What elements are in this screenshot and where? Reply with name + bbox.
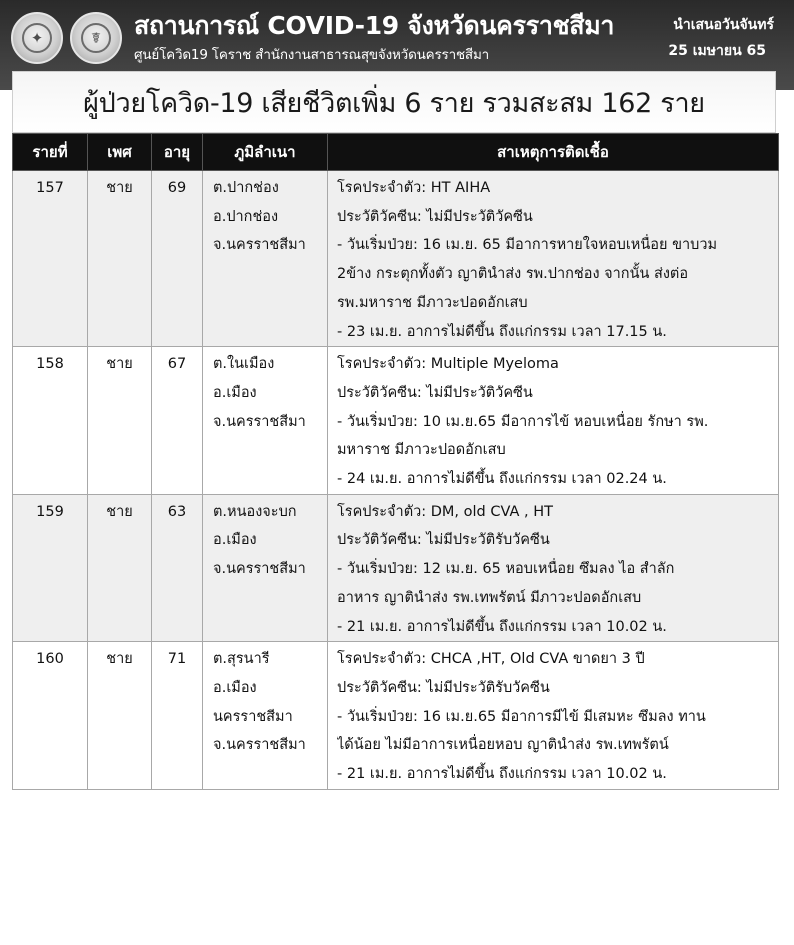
case-number: 160 [13, 642, 88, 790]
hometown-line: ต.หนองจะบก [213, 503, 297, 520]
hometown-line: ต.ในเมือง [213, 356, 275, 373]
cause-line: ประวัติวัคซีน: ไม่มีประวัติรับวัคซีน [337, 532, 550, 549]
cause-line: - วันเริ่มป่วย: 10 เม.ย.65 มีอาการไข้ หอบเหนื่อย รักษา รพ. [337, 413, 709, 430]
presented-label: นำเสนอวันจันทร์ [673, 17, 774, 33]
sex-cell: ชาย [88, 642, 152, 790]
hometown-cell [203, 494, 328, 642]
column-header-sex: เพศ [88, 134, 152, 171]
column-header-age: อายุ [152, 134, 203, 171]
sex-cell: ชาย [88, 171, 152, 347]
table-row [13, 171, 779, 347]
column-header-hometown: ภูมิลำเนา [203, 134, 328, 171]
hometown-line: นครราชสีมา [213, 708, 293, 725]
case-number: 157 [13, 171, 88, 347]
cause-line: ประวัติวัคซีน: ไม่มีประวัติวัคซีน [337, 384, 533, 401]
headline-text: ผู้ป่วยโควิด-19 เสียชีวิตเพิ่ม 6 ราย รวมสะสม 162 ราย [83, 87, 705, 119]
deaths-table [12, 133, 779, 790]
hometown-line: อ.ปากช่อง [213, 208, 279, 225]
page-title: สถานการณ์ COVID-19 จังหวัดนครราชสีมา [134, 11, 615, 40]
hometown-line: จ.นครราชสีมา [213, 237, 306, 254]
cause-line: ได้น้อย ไม่มีอาการเหนื่อยหอบ ญาตินำส่ง รพ.เทพรัตน์ [337, 737, 669, 754]
cause-line: โรคประจำตัว: Multiple Myeloma [337, 356, 559, 373]
table-row [13, 347, 779, 495]
hometown-cell [203, 171, 328, 347]
cause-line: - วันเริ่มป่วย: 16 เม.ย.65 มีอาการมีไข้ มีเสมหะ ซึมลง ทาน [337, 708, 706, 725]
hometown-line: จ.นครราชสีมา [213, 561, 306, 578]
cause-line: - วันเริ่มป่วย: 16 เม.ย. 65 มีอาการหายใจหอบเหนื่อย ขาบวม [337, 237, 718, 254]
hometown-line: อ.เมือง [213, 384, 257, 401]
hometown-cell [203, 642, 328, 790]
hometown-line: อ.เมือง [213, 679, 257, 696]
ministry-of-public-health-logo-icon: ☤ [70, 12, 122, 64]
table-row [13, 642, 779, 790]
cause-line: 2ข้าง กระตุกทั้งตัว ญาตินำส่ง รพ.ปากช่อง จากนั้น ส่งต่อ [337, 266, 689, 283]
headline-banner [12, 71, 776, 133]
hometown-line: อ.เมือง [213, 532, 257, 549]
cause-line: - 21 เม.ย. อาการไม่ดีขึ้น ถึงแก่กรรม เวลา 10.02 น. [337, 766, 667, 783]
column-header-case-no: รายที่ [13, 134, 88, 171]
table-header-row [13, 134, 779, 171]
hometown-line: จ.นครราชสีมา [213, 737, 306, 754]
cause-cell [328, 171, 779, 347]
hometown-line: ต.ปากช่อง [213, 180, 279, 196]
seal-logo-icon: ✦ [11, 12, 63, 64]
age-cell: 69 [152, 171, 203, 347]
cause-line: - วันเริ่มป่วย: 12 เม.ย. 65 หอบเหนื่อย ซึมลง ไอ สำลัก [337, 561, 675, 578]
case-number: 159 [13, 494, 88, 642]
cause-line: รพ.มหาราช มีภาวะปอดอักเสบ [337, 294, 528, 311]
table-row [13, 494, 779, 642]
page-subtitle: ศูนย์โควิด19 โคราช สำนักงานสาธารณสุขจังหวัดนครราชสีมา [134, 47, 490, 63]
hometown-cell [203, 347, 328, 495]
age-cell: 63 [152, 494, 203, 642]
hometown-line: ต.สุรนารี [213, 651, 270, 668]
cause-cell [328, 642, 779, 790]
cause-cell [328, 494, 779, 642]
cause-line: - 24 เม.ย. อาการไม่ดีขึ้น ถึงแก่กรรม เวลา 02.24 น. [337, 471, 667, 488]
hometown-line: จ.นครราชสีมา [213, 413, 306, 430]
case-number: 158 [13, 347, 88, 495]
report-date: 25 เมษายน 65 [668, 43, 766, 59]
cause-line: - 23 เม.ย. อาการไม่ดีขึ้น ถึงแก่กรรม เวลา 17.15 น. [337, 323, 667, 340]
cause-line: มหาราช มีภาวะปอดอักเสบ [337, 442, 506, 459]
cause-line: - 21 เม.ย. อาการไม่ดีขึ้น ถึงแก่กรรม เวลา 10.02 น. [337, 618, 667, 635]
cause-line: ประวัติวัคซีน: ไม่มีประวัติวัคซีน [337, 208, 533, 225]
sex-cell: ชาย [88, 347, 152, 495]
column-header-cause: สาเหตุการติดเชื้อ [328, 134, 779, 171]
age-cell: 67 [152, 347, 203, 495]
cause-line: โรคประจำตัว: DM, old CVA , HT [337, 503, 553, 520]
cause-line: โรคประจำตัว: CHCA ,HT, Old CVA ขาดยา 3 ปี [337, 651, 645, 668]
cause-line: โรคประจำตัว: HT AIHA [337, 180, 491, 196]
cause-line: ประวัติวัคซีน: ไม่มีประวัติรับวัคซีน [337, 679, 550, 696]
cause-line: อาหาร ญาตินำส่ง รพ.เทพรัตน์ มีภาวะปอดอักเสบ [337, 589, 642, 606]
age-cell: 71 [152, 642, 203, 790]
sex-cell: ชาย [88, 494, 152, 642]
cause-cell [328, 347, 779, 495]
